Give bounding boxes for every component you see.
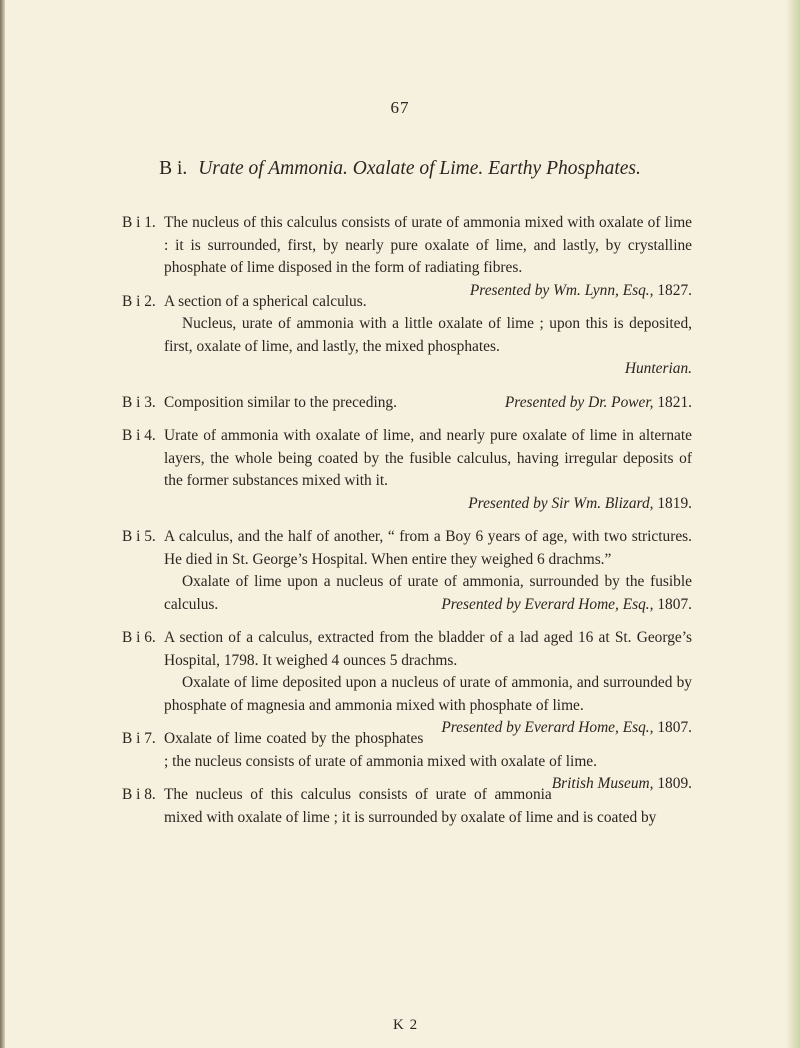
entry-code: B i 8. (122, 786, 156, 803)
entry-text-continued: Oxalate of lime upon a nucleus of urate of ammonia, surrounded by the fusible calculus. Presented by Everard Home, Esq., 1807. (164, 571, 692, 616)
entry-b-i-5 (124, 526, 692, 616)
entry-text-continued: Oxalate of lime deposited upon a nucleus of urate of ammonia, and surrounded by phosphate of magnesia and ammonia mixed with phosphate of lime. Presented by Everard Home, Esq., 1807. (164, 672, 692, 717)
entry-credit: British Museum, 1809. (551, 775, 692, 792)
entry-credit: Presented by Everard Home, Esq., 1807. (441, 719, 692, 736)
entry-text: The nucleus of this calculus consists of urate of ammonia mixed with oxalate of lime ; it is surrounded by oxalate of lime and is coated by (164, 786, 657, 826)
entry-code: B i 3. (122, 393, 156, 411)
entry-text: A section of a calculus, extracted from the bladder of a lad aged 16 at St. George’s Hospital, 1798. It weighed 4 ounces 5 drachms. (164, 629, 692, 669)
page-number: 67 (390, 98, 410, 117)
entry-code: B i 4. (122, 427, 156, 444)
entry-text: A calculus, and the half of another, “ from a Boy 6 years of age, with two strictures. He died in St. George’s Hospital. When entire they weighed 6 drachms.” (164, 528, 692, 568)
entry-b-i-6 (122, 627, 692, 736)
section-code: B i. (159, 158, 188, 179)
entry-b-i-8 (124, 784, 692, 829)
entry-text: The nucleus of this calculus consists of urate of ammonia mixed with oxalate of lime : it is surrounded, first, by nearly pure oxalate of lime, and lastly, by crystalline phosphate of lime disposed in the form of radiating fibres. Presented by Wm. Lynn, Esq., 1827. (164, 212, 692, 280)
entry-text-continued: Nucleus, urate of ammonia with a little oxalate of lime ; upon this is deposited, first, oxalate of lime, and lastly, the mixed phosphates. (164, 315, 692, 355)
entry-text: Oxalate of lime coated by the phosphates ; the nucleus consists of urate of ammonia mixed with oxalate of lime. British Museum, 1809. (164, 728, 692, 773)
entry-text: A section of a spherical calculus. (164, 292, 367, 310)
printer-signature-mark: K 2 (393, 1017, 419, 1033)
entry-credit: Presented by Dr. Power, 1821. (504, 393, 692, 411)
entry-credit: Presented by Sir Wm. Blizard, 1819. (468, 494, 692, 512)
entry-source: Hunterian. (624, 360, 692, 377)
entry-credit: Presented by Everard Home, Esq., 1807. (441, 595, 692, 613)
entry-list (124, 212, 692, 840)
entry-b-i-2 (124, 291, 692, 381)
entry-code: B i 1. (122, 214, 156, 231)
entry-code: B i 6. (122, 629, 156, 646)
entry-b-i-4 (124, 425, 692, 515)
entry-credit: Presented by Wm. Lynn, Esq., 1827. (469, 281, 692, 299)
section-title: Urate of Ammonia. Oxalate of Lime. Earthy Phosphates. (198, 158, 641, 179)
entry-b-i-3 (124, 392, 692, 415)
section-heading (0, 158, 800, 180)
entry-b-i-7 (122, 728, 692, 792)
entry-b-i-1 (122, 212, 692, 299)
entry-text: Urate of ammonia with oxalate of lime, and nearly pure oxalate of lime in alternate layers, the whole being coated by the fusible calculus, having irregular deposits of the former substances mixed with it. (164, 427, 692, 489)
entry-code: B i 7. (122, 730, 156, 747)
entry-code: B i 5. (122, 528, 156, 545)
entry-text: Composition similar to the preceding. Presented by Dr. Power, 1821. (164, 392, 692, 415)
entry-code: B i 2. (122, 292, 156, 310)
